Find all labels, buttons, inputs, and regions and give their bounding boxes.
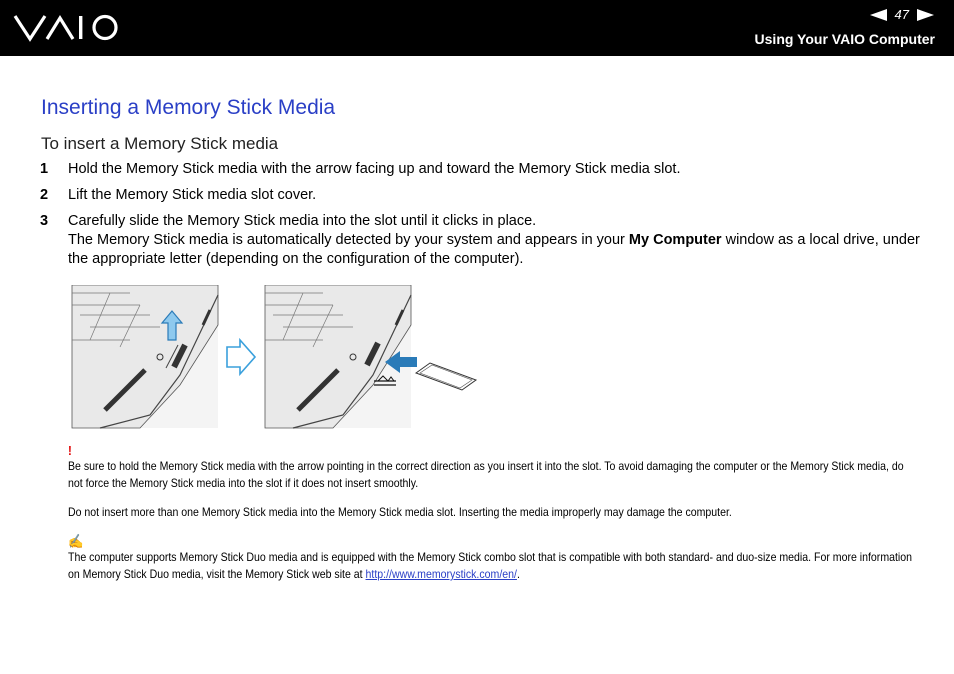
step-number: 1 (40, 161, 49, 177)
step-1 (40, 160, 920, 179)
warning-text-2: Do not insert more than one Memory Stick media into the Memory Stick media slot. Inserting the media improperly may damage the computer. (68, 505, 732, 519)
note-end: . (516, 567, 520, 581)
step-text: Lift the Memory Stick media slot cover. (68, 187, 317, 203)
memory-stick-card (416, 363, 476, 390)
note-text (68, 549, 918, 583)
memorystick-link[interactable]: http://www.memorystick.com/en/ (365, 567, 517, 581)
previous-page-icon[interactable] (870, 9, 887, 21)
procedure-subtitle: To insert a Memory Stick media (41, 134, 279, 153)
step-line: Carefully slide the Memory Stick media into the slot until it clicks in place. (68, 213, 537, 229)
header-bar (0, 0, 954, 56)
step-2 (40, 186, 920, 205)
step-detail: The Memory Stick media is automatically detected by your system and appears in your (68, 232, 629, 248)
my-computer-label: My Computer (628, 232, 722, 248)
step-number: 2 (40, 187, 49, 203)
warning-icon: ! (68, 443, 72, 458)
step-text: Hold the Memory Stick media with the arrow facing up and toward the Memory Stick media slot. (68, 161, 681, 177)
section-title: Using Your VAIO Computer (754, 31, 935, 47)
warning-text: Be sure to hold the Memory Stick media with the arrow pointing in the correct direction as you insert it into the slot. To avoid damaging the computer or the Memory Stick media, do not force the Memory Stick media into the slot if it does not insert smoothly. (68, 459, 904, 490)
step-detail-end: window as a local drive, under the appropriate letter (depending on the configuration of the computer). (68, 232, 920, 267)
step-text (68, 212, 920, 269)
steps-list (40, 160, 920, 276)
notes-section (68, 444, 918, 595)
page-number: 47 (894, 7, 909, 22)
page-navigation (870, 7, 934, 22)
note-pen-icon: ✍ (68, 533, 84, 549)
memory-stick-illustration (70, 285, 490, 430)
laptop-inserting-media (265, 285, 417, 428)
step-arrow-icon (227, 340, 255, 374)
vaio-logo (13, 13, 121, 43)
page-title: Inserting a Memory Stick Media (41, 96, 336, 119)
step-number: 3 (40, 213, 49, 229)
step-3 (40, 212, 920, 269)
next-page-icon[interactable] (917, 9, 934, 21)
note-body: The computer supports Memory Stick Duo media and is equipped with the Memory Stick combo slot that is compatible with both standard- and duo-size media. For more information on Memory Stick Duo media, visit the Memory Stick web site at (68, 550, 913, 581)
laptop-slot-cover-open (72, 285, 218, 428)
